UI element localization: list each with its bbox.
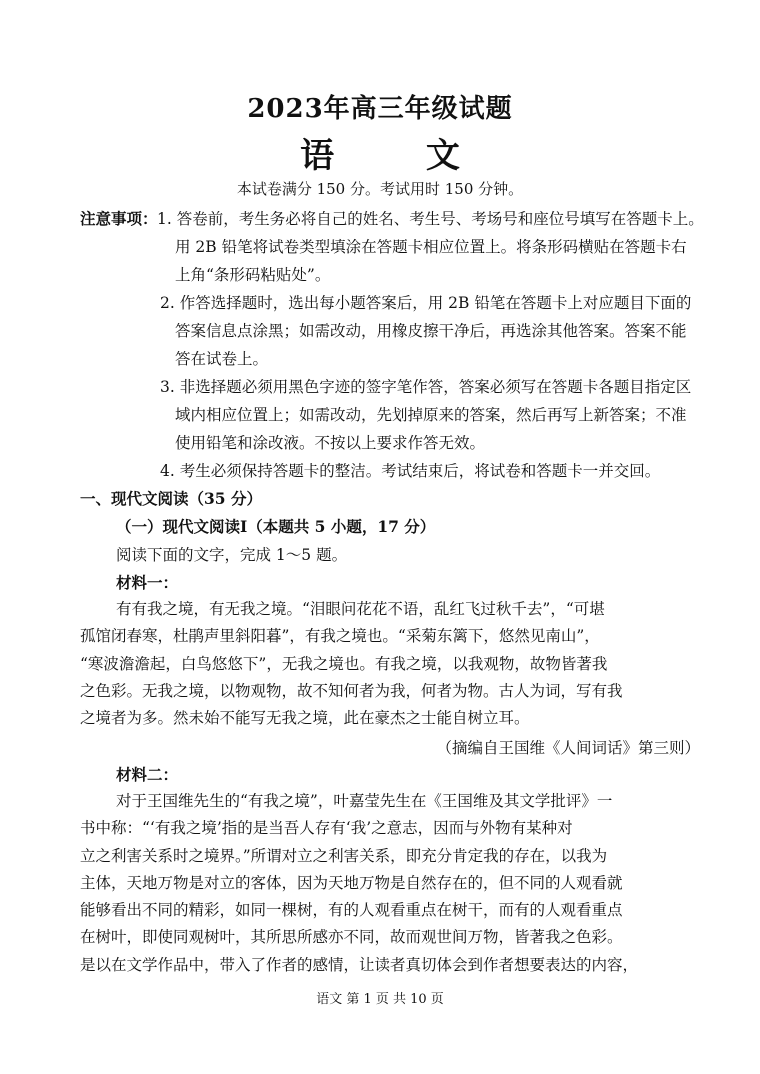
notes-line: 2. 作答选择题时，选出每小题答案后，用 2B 铅笔在答题卡上对应题目下面的 [160, 294, 692, 312]
material2-text [80, 788, 684, 979]
material1-line: 有有我之境，有无我之境。“泪眼问花花不语，乱红飞过秋千去”，“可堪 [116, 600, 605, 618]
notes-label: 注意事项： [80, 209, 158, 228]
notes-line: 域内相应位置上；如需改动，先划掉原来的答案，然后再写上新答案；不准 [175, 406, 687, 424]
notes-line: 答案信息点涂黑；如需改动，用橡皮擦干净后，再选涂其他答案。答案不能 [175, 322, 687, 340]
material1-source: （摘编自王国维《人间词话》第三则） [436, 739, 700, 757]
material2-line: 能够看出不同的精彩，如同一棵树，有的人观看重点在树干，而有的人观看重点 [80, 901, 623, 920]
material2-label: 材料二： [116, 765, 179, 784]
subsection-heading: （一）现代文阅读I（本题共 5 小题，17 分） [116, 517, 436, 536]
material2-line: 主体，天地万物是对立的客体，因为天地万物是自然存在的，但不同的人观看就 [80, 873, 623, 892]
material2-line: 在树叶，即使同观树叶，其所思所感亦不同，故而观世间万物，皆著我之色彩。 [80, 928, 623, 947]
subject-title: 语 文 [300, 136, 500, 176]
notes-line: 使用铅笔和涂改液。不按以上要求作答无效。 [175, 434, 486, 452]
notes-line: 用 2B 铅笔将试卷类型填涂在答题卡相应位置上。将条形码横贴在答题卡右 [175, 238, 687, 256]
material1-line: “寒波澹澹起，白鸟悠悠下”，无我之境也。有我之境，以我观物，故物皆著我 [80, 654, 608, 673]
notes-line: 1. 答卷前，考生务必将自己的姓名、考生号、考场号和座位号填写在答题卡上。 [157, 210, 704, 228]
exam-info: 本试卷满分 150 分。考试用时 150 分钟。 [236, 180, 524, 198]
page-footer: 语文 第 1 页 共 10 页 [316, 992, 444, 1007]
material2-line: 书中称：“‘有我之境’指的是当吾人存有‘我’之意志，因而与外物有某种对 [80, 819, 573, 838]
material1-text [80, 596, 684, 732]
material1-label: 材料一： [116, 573, 179, 592]
notes-line: 4. 考生必须保持答题卡的整洁。考试结束后，将试卷和答题卡一并交回。 [160, 462, 661, 480]
material2-line: 立之利害关系时之境界。”所谓对立之利害关系，即充分肯定我的存在，以我为 [80, 846, 608, 865]
notes-line: 3. 非选择题必须用黑色字迹的签字笔作答，答案必须写在答题卡各题目指定区 [160, 378, 692, 396]
material1-line: 孤馆闭春寒，杜鹃声里斜阳暮”，有我之境也。“采菊东篱下，悠然见南山”， [80, 627, 600, 646]
material1-line: 之色彩。无我之境，以物观物，故不知何者为我，何者为物。古人为词，写有我 [80, 681, 623, 700]
instruction: 阅读下面的文字，完成 1～5 题。 [116, 546, 348, 564]
exam-title: 2023年高三年级试题 [247, 94, 513, 124]
notes-line: 答在试卷上。 [175, 350, 269, 368]
notes-line: 上角“条形码粘贴处”。 [175, 266, 331, 284]
material2-line: 是以在文学作品中，带入了作者的感情，让读者真切体会到作者想要表达的内容， [80, 955, 639, 974]
material1-line: 之境者为多。然未始不能写无我之境，此在豪杰之士能自树立耳。 [80, 709, 530, 728]
material2-line: 对于王国维先生的“有我之境”，叶嘉莹先生在《王国维及其文学批评》一 [116, 792, 613, 810]
section-heading: 一、现代文阅读（35 分） [80, 489, 262, 508]
